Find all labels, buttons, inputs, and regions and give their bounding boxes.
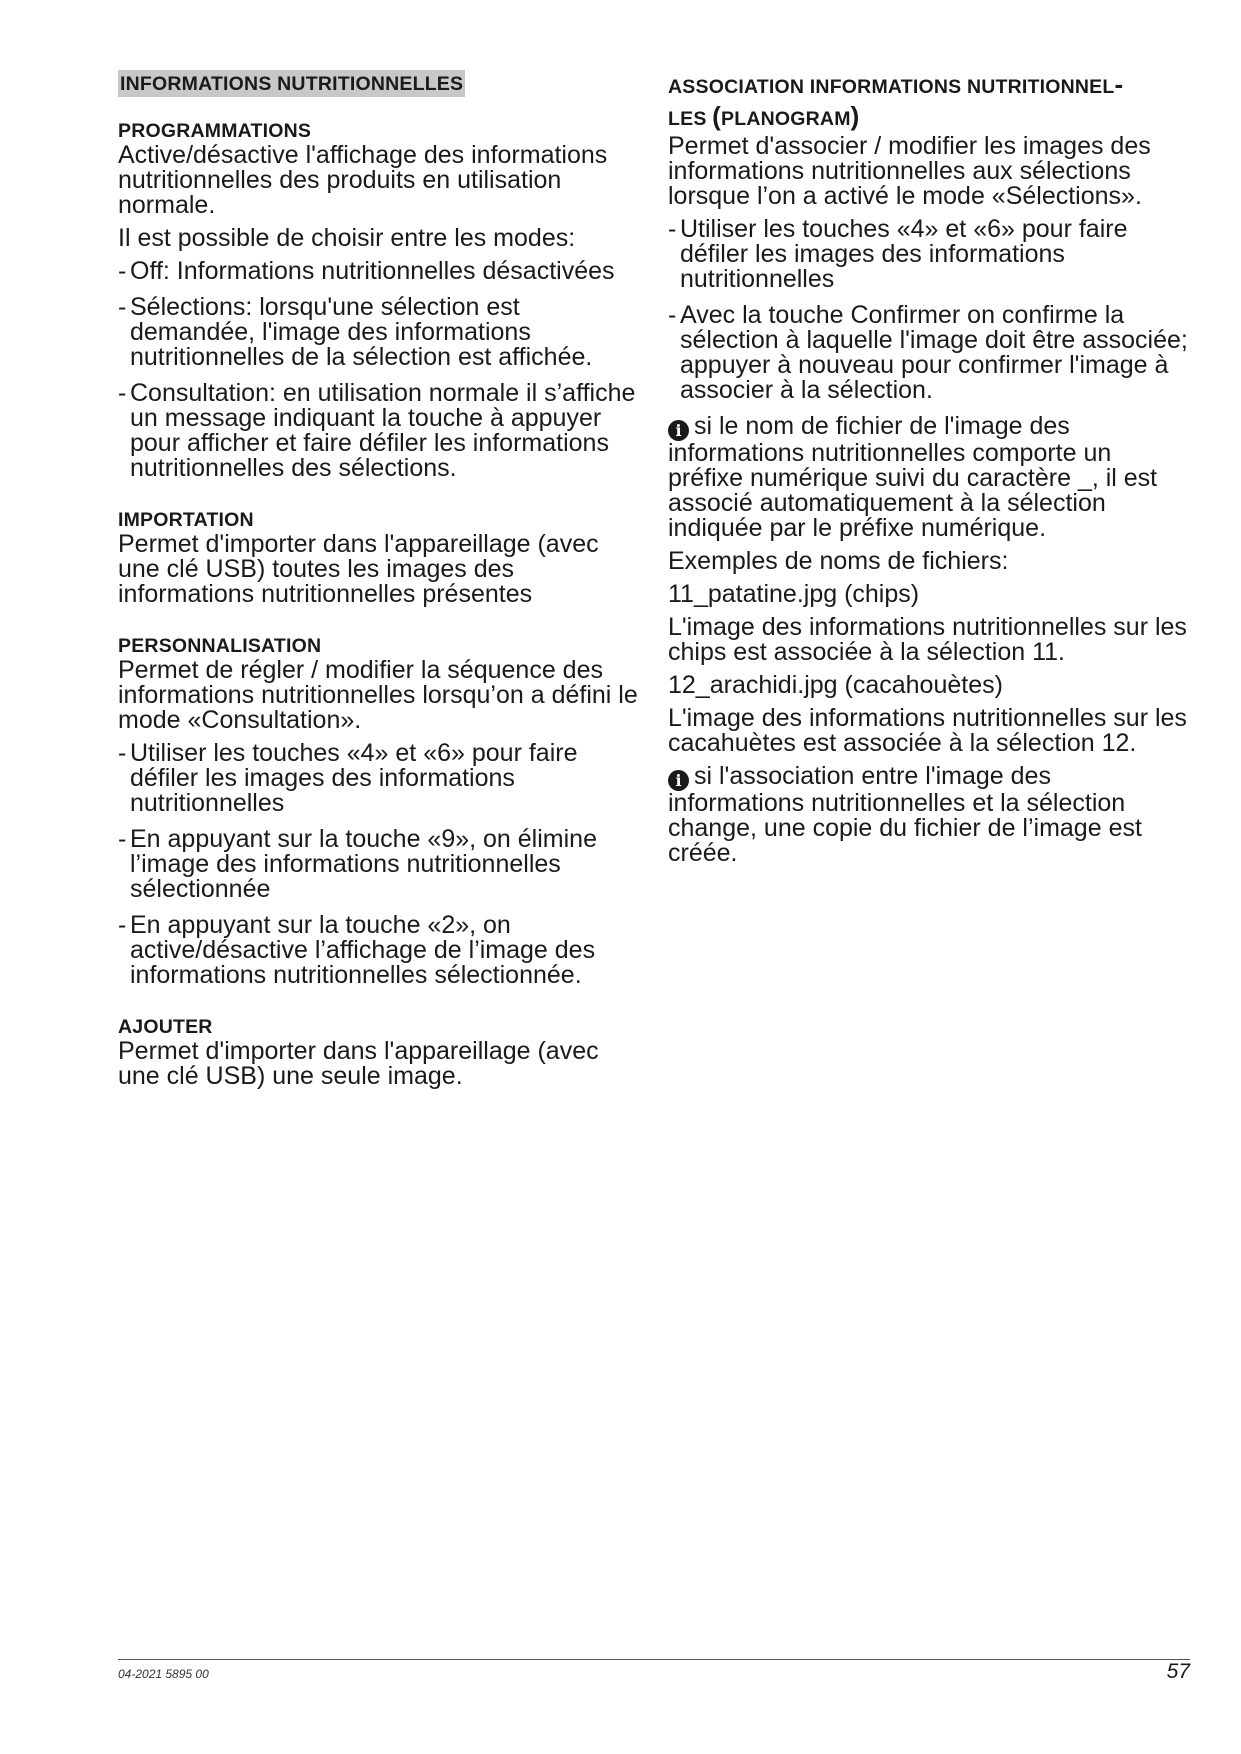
example-1-description: L'image des informations nutritionnelles sur les chips est associée à la sélection 11. (668, 613, 1187, 666)
importation-paragraph: Permet d'importer dans l'appareillage (avec une clé USB) toutes les images des informations nutritionnelles présentes (118, 530, 599, 608)
page-number: 57 (1166, 1660, 1190, 1683)
info-icon: i (668, 770, 689, 791)
personnalisation-list (118, 741, 640, 988)
programmations-heading: PROGRAMMATIONS (118, 120, 312, 142)
personnalisation-heading: PERSONNALISATION (118, 635, 322, 657)
programmations-paragraph-2: Il est possible de choisir entre les modes: (118, 224, 576, 252)
list-item: - En appuyant sur la touche «2», on active/désactive l’affichage de l’image des informations nutritionnelles sélectionnée. (118, 911, 596, 989)
right-column (668, 70, 1190, 874)
programmations-paragraph-1: Active/désactive l'affichage des informations nutritionnelles des produits en utilisation normale. (118, 141, 608, 219)
list-item: - Utiliser les touches «4» et «6» pour faire défiler les images des informations nutritionnelles (668, 215, 1128, 293)
footer-divider (118, 1659, 1190, 1660)
left-column (118, 70, 640, 1097)
list-item: - Off: Informations nutritionnelles désactivées (118, 257, 615, 285)
association-heading: ASSOCIATION INFORMATIONS NUTRITIONNEL- LES (PLANOGRAM) (668, 69, 1124, 131)
association-paragraph: Permet d'associer / modifier les images des informations nutritionnelles aux sélections lorsque l’on a activé le mode «Sélections». (668, 132, 1151, 210)
personnalisation-paragraph: Permet de régler / modifier la séquence des informations nutritionnelles lorsqu’on a défini le mode «Consultation». (118, 656, 638, 734)
list-item: - Utiliser les touches «4» et «6» pour faire défiler les images des informations nutritionnelles (118, 739, 578, 817)
example-1-file: 11_patatine.jpg (chips) (668, 580, 920, 608)
list-item: - Sélections: lorsqu'une sélection est demandée, l'image des informations nutritionnelles de la sélection est affichée. (118, 293, 593, 371)
list-item: - Consultation: en utilisation normale il s’affiche un message indiquant la touche à appuyer pour afficher et faire défiler les informations nutritionnelles des sélections. (118, 379, 636, 482)
ajouter-paragraph: Permet d'importer dans l'appareillage (avec une clé USB) une seule image. (118, 1037, 599, 1090)
importation-heading: IMPORTATION (118, 509, 254, 531)
list-item: - En appuyant sur la touche «9», on élimine l’image des informations nutritionnelles sélectionnée (118, 825, 597, 903)
list-item: - Avec la touche Confirmer on confirme la sélection à laquelle l'image doit être associée; appuyer à nouveau pour confirmer l'image à associer à la sélection. (668, 301, 1188, 404)
programmations-mode-list (118, 259, 640, 481)
ajouter-heading: AJOUTER (118, 1016, 213, 1038)
example-2-file: 12_arachidi.jpg (cacahouètes) (668, 671, 1003, 699)
footer-document-code: 04-2021 5895 00 (118, 1667, 209, 1681)
info-note-1: i si le nom de fichier de l'image des informations nutritionnelles comporte un préfixe numérique suivi du caractère _, il est associé automatiquement à la sélection indiquée par le préfixe numérique. (668, 412, 1158, 542)
section-title: INFORMATIONS NUTRITIONNELLES (118, 70, 465, 97)
info-note-2: i si l'association entre l'image des informations nutritionnelles et la sélection change, une copie du fichier de l’image est créée. (668, 762, 1142, 867)
examples-label: Exemples de noms de fichiers: (668, 547, 1009, 575)
info-icon: i (668, 420, 689, 441)
association-list (668, 217, 1190, 403)
example-2-description: L'image des informations nutritionnelles sur les cacahuètes est associée à la sélection 12. (668, 704, 1187, 757)
